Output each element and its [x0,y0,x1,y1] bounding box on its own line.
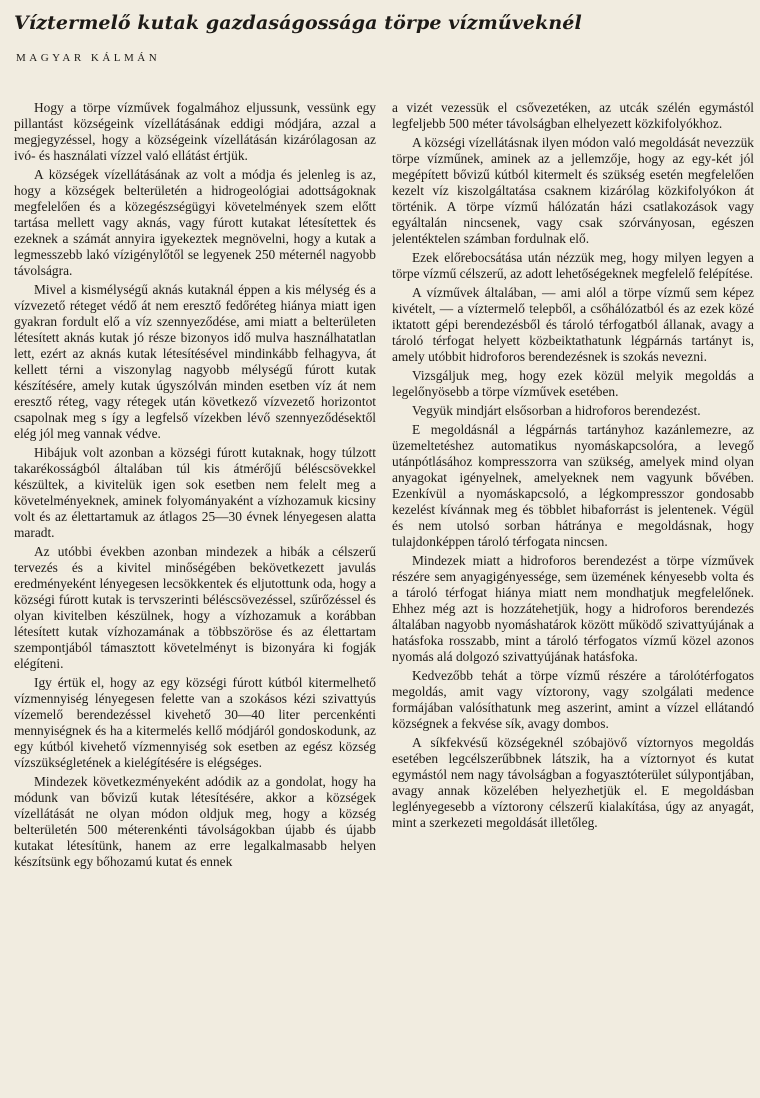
paragraph: Ezek előrebocsátása után nézzük meg, hogy milyen legyen a törpe vízmű célszerű, az adott lehetőségeknek megfelelő felépítése. [392,250,754,281]
paragraph: A síkfekvésű községeknél szóbajövő víztornyos megoldás esetében legcélszerűbbnek látszik, ha a víztornyot és kutat egymástól nem nagy távolságban a fogyasztóterület súlypontjában, avagy annak közelében helyezhetjük el. E megoldásban leglényegesebb a víztorony célszerű kialakítása, úgy az anyagát, mint a szerkezeti megoldását illetőleg. [392,735,754,830]
right-column [392,100,754,1096]
paragraph: Kedvezőbb tehát a törpe vízmű részére a tárolótérfogatos megoldás, amit vagy víztorony, vagy szolgálati medence formájában valósíthatunk meg aszerint, amint a vízzel ellátandó községnek a fekvése sík, avagy dombos. [392,668,754,731]
paragraph: Mindezek miatt a hidroforos berendezést a törpe vízművek részére sem anyagigényessége, sem üzemének kényesebb volta és a tároló térfogat hiánya miatt nem mondhatjuk megfelelőnek. Ehhez még azt is hozzátehetjük, hogy a hidroforos berendezés általában nagyobb nyomáshatárok között működő szivattyújának a hatásfoka rosszabb, mint a tároló térfogatos vízmű közel azonos nyomás alá dolgozó szivattyújának hatásfoka. [392,553,754,664]
left-column [14,100,376,1096]
paragraph: A községi vízellátásnak ilyen módon való megoldását nevezzük törpe vízműnek, aminek az a jellemzője, hogy az egy-két jól megépített bővizű kútból kitermelt és szükség esetén megfelelően kezelt víz kiszolgáltatása csaknem kizárólag közkifolyókon át történik. A törpe vízmű hálózatán házi csatlakozások vagy egyáltalán nincsenek, vagy csak szórványosan, egészen jelentéktelen számban fordulnak elő. [392,135,754,246]
paragraph: a vizét vezessük el csővezetéken, az utcák szélén egymástól legfeljebb 500 méter távolságban elhelyezett közkifolyókhoz. [392,100,754,131]
paragraph: Hogy a törpe vízművek fogalmához eljussunk, vessünk egy pillantást községeink vízellátásának eddigi módjára, azzal a megjegyzéssel, hogy a községeink vízellátásán kizárólagosan az ivó- és használati vízzel való ellátást értjük. [14,100,376,163]
paragraph: E megoldásnál a légpárnás tartányhoz kazánlemezre, az üzemeltetéshez automatikus nyomáskapcsolóra, a levegő utánpótlásához kompresszorra van szükség, amelyek mind olyan anyagokat igényelnek, amelyeknek nem vagyunk bővében. Ezenkívül a nyomáskapcsoló, a légkompresszor gondosabb kezelést kívánnak meg és többlet hibaforrást is jelentenek. Végül és nem utolsó sorban hátránya e megoldásnak, hogy tulajdonképpen tároló térfogata nincsen. [392,422,754,549]
paragraph: A vízművek általában, — ami alól a törpe vízmű sem képez kivételt, — a víztermelő telepből, a csőhálózatból és az ezek közé iktatott gépi berendezésből és tároló térfogatból állanak, avagy a tároló térfogat helyett közbeiktathatunk légpárnás tartányt is, amely utóbbit hidroforos berendezésnek is szokás nevezni. [392,285,754,364]
author-byline: MAGYAR KÁLMÁN [16,52,161,64]
article-title: Víztermelő kutak gazdaságossága törpe vízműveknél [14,12,582,34]
paragraph: A községek vízellátásának az volt a módja és jelenleg is az, hogy a községek belterületén a hidrogeológiai adottságoknak megfelelően és a közegészségügyi követelmények szem előtt tartása mellett vagy aknás, vagy fúrott kutakat létesítettek és ezeknek a számát annyira igyekeztek megnövelni, hogy a kutak a legmesszebb lakó vízigénylőtől se legyenek 250 méternél nagyobb távolságra. [14,167,376,278]
paragraph: Mindezek következményeként adódik az a gondolat, hogy ha módunk van bővizű kutak létesítésére, akkor a községek vízellátását ne olyan módon oldjuk meg, hogy a község belterületén 500 méterenkénti távolságokban újabb és újabb kutakat létesítünk, hanem az erre legalkalmasabb helyen készítsünk egy bőhozamú kutat és ennek [14,774,376,869]
paragraph: Vizsgáljuk meg, hogy ezek közül melyik megoldás a legelőnyösebb a törpe vízművek esetében. [392,368,754,399]
paragraph: Mivel a kismélységű aknás kutaknál éppen a kis mélység és a vízvezető réteget védő át nem eresztő fedőréteg hiánya miatt igen gyakran fordult elő a víz szennyeződése, ami miatt a belterületen létesített aknás kutak jó része bizonyos idő mulva használhatatlan lett, ezért az aknás kutak létesítésével mindinkább felhagyva, át kellett térni a viszonylag nagyobb mélységű fúrott kutak készítésére, amely kutak úgyszólván minden esetben víz át nem eresztő réteg, vagy rétegek után következő vízvezető horizontot csapolnak meg s így a legfelső vízekben lévő szennyeződésektől elég jól meg vannak védve. [14,282,376,441]
paragraph: Vegyük mindjárt elsősorban a hidroforos berendezést. [412,403,701,418]
paragraph: Igy értük el, hogy az egy községi fúrott kútból kitermelhető vízmennyiség lényegesen felette van a szokásos kézi szivattyús vízemelő berendezéssel kivehető 30—40 liter percenkénti mennyiségnek és ha a kitermelés kellő módjáról gondoskodunk, az egy kútból kivehető vízmennyiség sok esetben az egész község vízszükségletének a kielégítésére is elégséges. [14,675,376,770]
paragraph: Az utóbbi években azonban mindezek a hibák a célszerű tervezés és a kivitel minőségében bekövetkezett javulás eredményeként lényegesen lecsökkentek és eljutottunk oda, hogy a községi fúrott kutak is tervszerinti béléscsövezéssel, szűrőzéssel és olyan kivitelben készülnek, hogy a vízhozamuk a korábban létesített kutak vízhozamának a többszöröse és az élettartam szempontjából támasztott követelményt is bizonyára ki fogják elégíteni. [14,544,376,671]
paragraph: Hibájuk volt azonban a községi fúrott kutaknak, hogy túlzott takarékosságból általában túl kis átmérőjű béléscsövekkel készültek, a kivitelük igen sok esetben nem felelt meg a követelményeknek, aminek folyományaként a vízhozamuk kicsiny volt és az élettartamuk az átlagos 25—30 évnek lényegesen alatta maradt. [14,445,376,540]
